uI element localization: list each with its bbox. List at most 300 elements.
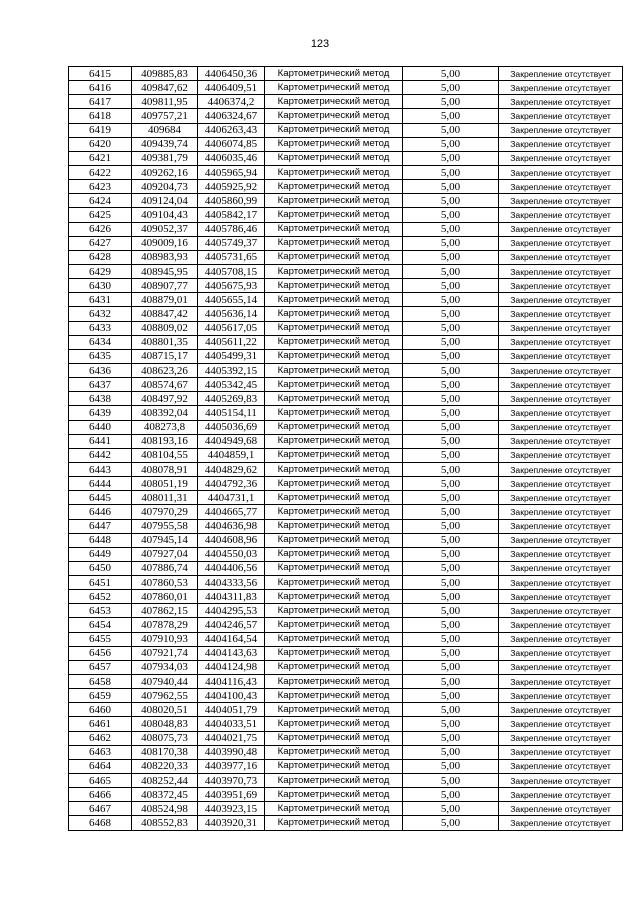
x-coordinate-cell: 408193,16: [132, 434, 198, 448]
method-cell: Картометрический метод: [265, 236, 403, 250]
method-cell: Картометрический метод: [265, 561, 403, 575]
method-cell: Картометрический метод: [265, 774, 403, 788]
x-coordinate-cell: 407878,29: [132, 618, 198, 632]
point-number-cell: 6447: [69, 519, 132, 533]
point-number-cell: 6432: [69, 307, 132, 321]
point-number-cell: 6461: [69, 717, 132, 731]
y-coordinate-cell: 4404636,98: [198, 519, 265, 533]
x-coordinate-cell: 408524,98: [132, 802, 198, 816]
x-coordinate-cell: 408801,35: [132, 335, 198, 349]
x-coordinate-cell: 408907,77: [132, 279, 198, 293]
fixation-cell: Закрепление отсутствует: [499, 703, 623, 717]
fixation-cell: Закрепление отсутствует: [499, 307, 623, 321]
accuracy-cell: 5,00: [403, 703, 499, 717]
accuracy-cell: 5,00: [403, 774, 499, 788]
fixation-cell: Закрепление отсутствует: [499, 590, 623, 604]
accuracy-cell: 5,00: [403, 95, 499, 109]
x-coordinate-cell: 408273,8: [132, 420, 198, 434]
fixation-cell: Закрепление отсутствует: [499, 759, 623, 773]
accuracy-cell: 5,00: [403, 236, 499, 250]
fixation-cell: Закрепление отсутствует: [499, 420, 623, 434]
table-row: [69, 477, 623, 491]
accuracy-cell: 5,00: [403, 632, 499, 646]
y-coordinate-cell: 4405154,11: [198, 406, 265, 420]
point-number-cell: 6455: [69, 632, 132, 646]
method-cell: Картометрический метод: [265, 505, 403, 519]
table-row: [69, 321, 623, 335]
x-coordinate-cell: 409204,73: [132, 180, 198, 194]
x-coordinate-cell: 408715,17: [132, 349, 198, 363]
method-cell: Картометрический метод: [265, 81, 403, 95]
x-coordinate-cell: 407860,53: [132, 576, 198, 590]
x-coordinate-cell: 407955,58: [132, 519, 198, 533]
point-number-cell: 6448: [69, 533, 132, 547]
y-coordinate-cell: 4404164,54: [198, 632, 265, 646]
method-cell: Картометрический метод: [265, 165, 403, 179]
accuracy-cell: 5,00: [403, 519, 499, 533]
y-coordinate-cell: 4404665,77: [198, 505, 265, 519]
y-coordinate-cell: 4405036,69: [198, 420, 265, 434]
fixation-cell: Закрепление отсутствует: [499, 448, 623, 462]
accuracy-cell: 5,00: [403, 788, 499, 802]
point-number-cell: 6449: [69, 547, 132, 561]
method-cell: Картометрический метод: [265, 250, 403, 264]
point-number-cell: 6464: [69, 759, 132, 773]
method-cell: Картометрический метод: [265, 689, 403, 703]
point-number-cell: 6441: [69, 434, 132, 448]
x-coordinate-cell: 408020,51: [132, 703, 198, 717]
table-row: [69, 448, 623, 462]
point-number-cell: 6465: [69, 774, 132, 788]
method-cell: Картометрический метод: [265, 816, 403, 830]
x-coordinate-cell: 408372,45: [132, 788, 198, 802]
x-coordinate-cell: 409052,37: [132, 222, 198, 236]
method-cell: Картометрический метод: [265, 448, 403, 462]
accuracy-cell: 5,00: [403, 307, 499, 321]
method-cell: Картометрический метод: [265, 788, 403, 802]
y-coordinate-cell: 4403970,73: [198, 774, 265, 788]
x-coordinate-cell: 409262,16: [132, 165, 198, 179]
table-row: [69, 519, 623, 533]
method-cell: Картометрический метод: [265, 406, 403, 420]
table-row: [69, 363, 623, 377]
fixation-cell: Закрепление отсутствует: [499, 378, 623, 392]
accuracy-cell: 5,00: [403, 802, 499, 816]
method-cell: Картометрический метод: [265, 307, 403, 321]
table-row: [69, 675, 623, 689]
table-row: [69, 561, 623, 575]
table-row: [69, 576, 623, 590]
table-row: [69, 788, 623, 802]
accuracy-cell: 5,00: [403, 547, 499, 561]
accuracy-cell: 5,00: [403, 180, 499, 194]
table-row: [69, 646, 623, 660]
fixation-cell: Закрепление отсутствует: [499, 547, 623, 561]
table-row: [69, 774, 623, 788]
method-cell: Картометрический метод: [265, 646, 403, 660]
accuracy-cell: 5,00: [403, 717, 499, 731]
y-coordinate-cell: 4406450,36: [198, 67, 265, 81]
fixation-cell: Закрепление отсутствует: [499, 95, 623, 109]
table-row: [69, 491, 623, 505]
table-row: [69, 618, 623, 632]
fixation-cell: Закрепление отсутствует: [499, 561, 623, 575]
y-coordinate-cell: 4404311,83: [198, 590, 265, 604]
y-coordinate-cell: 4404246,57: [198, 618, 265, 632]
x-coordinate-cell: 409684: [132, 123, 198, 137]
accuracy-cell: 5,00: [403, 349, 499, 363]
x-coordinate-cell: 409885,83: [132, 67, 198, 81]
x-coordinate-cell: 409009,16: [132, 236, 198, 250]
point-number-cell: 6440: [69, 420, 132, 434]
point-number-cell: 6420: [69, 137, 132, 151]
y-coordinate-cell: 4405499,31: [198, 349, 265, 363]
table-row: [69, 434, 623, 448]
y-coordinate-cell: 4403977,16: [198, 759, 265, 773]
y-coordinate-cell: 4405675,93: [198, 279, 265, 293]
table-row: [69, 222, 623, 236]
y-coordinate-cell: 4404608,96: [198, 533, 265, 547]
accuracy-cell: 5,00: [403, 675, 499, 689]
fixation-cell: Закрепление отсутствует: [499, 236, 623, 250]
point-number-cell: 6430: [69, 279, 132, 293]
accuracy-cell: 5,00: [403, 816, 499, 830]
y-coordinate-cell: 4404021,75: [198, 731, 265, 745]
point-number-cell: 6415: [69, 67, 132, 81]
accuracy-cell: 5,00: [403, 335, 499, 349]
table-row: [69, 123, 623, 137]
method-cell: Картометрический метод: [265, 67, 403, 81]
table-row: [69, 533, 623, 547]
fixation-cell: Закрепление отсутствует: [499, 462, 623, 476]
point-number-cell: 6442: [69, 448, 132, 462]
x-coordinate-cell: 407934,03: [132, 660, 198, 674]
method-cell: Картометрический метод: [265, 95, 403, 109]
fixation-cell: Закрепление отсутствует: [499, 109, 623, 123]
fixation-cell: Закрепление отсутствует: [499, 222, 623, 236]
y-coordinate-cell: 4403920,31: [198, 816, 265, 830]
x-coordinate-cell: 408983,93: [132, 250, 198, 264]
point-number-cell: 6416: [69, 81, 132, 95]
y-coordinate-cell: 4404550,03: [198, 547, 265, 561]
x-coordinate-cell: 408220,33: [132, 759, 198, 773]
x-coordinate-cell: 407940,44: [132, 675, 198, 689]
point-number-cell: 6466: [69, 788, 132, 802]
accuracy-cell: 5,00: [403, 731, 499, 745]
y-coordinate-cell: 4405342,45: [198, 378, 265, 392]
table-row: [69, 392, 623, 406]
y-coordinate-cell: 4404406,56: [198, 561, 265, 575]
point-number-cell: 6454: [69, 618, 132, 632]
accuracy-cell: 5,00: [403, 448, 499, 462]
table-row: [69, 590, 623, 604]
x-coordinate-cell: 408392,04: [132, 406, 198, 420]
point-number-cell: 6452: [69, 590, 132, 604]
x-coordinate-cell: 408011,31: [132, 491, 198, 505]
method-cell: Картометрический метод: [265, 703, 403, 717]
method-cell: Картометрический метод: [265, 279, 403, 293]
x-coordinate-cell: 407970,29: [132, 505, 198, 519]
fixation-cell: Закрепление отсутствует: [499, 646, 623, 660]
method-cell: Картометрический метод: [265, 477, 403, 491]
x-coordinate-cell: 409847,62: [132, 81, 198, 95]
fixation-cell: Закрепление отсутствует: [499, 293, 623, 307]
point-number-cell: 6456: [69, 646, 132, 660]
y-coordinate-cell: 4405269,83: [198, 392, 265, 406]
method-cell: Картометрический метод: [265, 618, 403, 632]
y-coordinate-cell: 4404124,98: [198, 660, 265, 674]
method-cell: Картометрический метод: [265, 717, 403, 731]
point-number-cell: 6444: [69, 477, 132, 491]
method-cell: Картометрический метод: [265, 632, 403, 646]
x-coordinate-cell: 408623,26: [132, 363, 198, 377]
method-cell: Картометрический метод: [265, 335, 403, 349]
accuracy-cell: 5,00: [403, 689, 499, 703]
table-row: [69, 236, 623, 250]
accuracy-cell: 5,00: [403, 363, 499, 377]
table-row: [69, 349, 623, 363]
method-cell: Картометрический метод: [265, 434, 403, 448]
x-coordinate-cell: 408048,83: [132, 717, 198, 731]
method-cell: Картометрический метод: [265, 293, 403, 307]
fixation-cell: Закрепление отсутствует: [499, 816, 623, 830]
point-number-cell: 6426: [69, 222, 132, 236]
y-coordinate-cell: 4406324,67: [198, 109, 265, 123]
method-cell: Картометрический метод: [265, 378, 403, 392]
x-coordinate-cell: 408075,73: [132, 731, 198, 745]
y-coordinate-cell: 4405636,14: [198, 307, 265, 321]
fixation-cell: Закрепление отсутствует: [499, 731, 623, 745]
accuracy-cell: 5,00: [403, 420, 499, 434]
fixation-cell: Закрепление отсутствует: [499, 406, 623, 420]
method-cell: Картометрический метод: [265, 519, 403, 533]
fixation-cell: Закрепление отсутствует: [499, 151, 623, 165]
point-number-cell: 6439: [69, 406, 132, 420]
method-cell: Картометрический метод: [265, 660, 403, 674]
table-row: [69, 717, 623, 731]
accuracy-cell: 5,00: [403, 264, 499, 278]
point-number-cell: 6446: [69, 505, 132, 519]
method-cell: Картометрический метод: [265, 576, 403, 590]
method-cell: Картометрический метод: [265, 420, 403, 434]
point-number-cell: 6418: [69, 109, 132, 123]
method-cell: Картометрический метод: [265, 109, 403, 123]
point-number-cell: 6428: [69, 250, 132, 264]
fixation-cell: Закрепление отсутствует: [499, 434, 623, 448]
accuracy-cell: 5,00: [403, 646, 499, 660]
point-number-cell: 6458: [69, 675, 132, 689]
table-row: [69, 95, 623, 109]
accuracy-cell: 5,00: [403, 434, 499, 448]
y-coordinate-cell: 4404792,36: [198, 477, 265, 491]
point-number-cell: 6436: [69, 363, 132, 377]
method-cell: Картометрический метод: [265, 349, 403, 363]
table-row: [69, 505, 623, 519]
fixation-cell: Закрепление отсутствует: [499, 505, 623, 519]
table-row: [69, 547, 623, 561]
accuracy-cell: 5,00: [403, 123, 499, 137]
point-number-cell: 6459: [69, 689, 132, 703]
x-coordinate-cell: 407945,14: [132, 533, 198, 547]
fixation-cell: Закрепление отсутствует: [499, 180, 623, 194]
x-coordinate-cell: 409381,79: [132, 151, 198, 165]
table-row: [69, 604, 623, 618]
x-coordinate-cell: 408847,42: [132, 307, 198, 321]
x-coordinate-cell: 408170,38: [132, 745, 198, 759]
accuracy-cell: 5,00: [403, 576, 499, 590]
accuracy-cell: 5,00: [403, 194, 499, 208]
x-coordinate-cell: 408252,44: [132, 774, 198, 788]
table-row: [69, 802, 623, 816]
fixation-cell: Закрепление отсутствует: [499, 392, 623, 406]
x-coordinate-cell: 407927,04: [132, 547, 198, 561]
accuracy-cell: 5,00: [403, 222, 499, 236]
y-coordinate-cell: 4404143,63: [198, 646, 265, 660]
y-coordinate-cell: 4404051,79: [198, 703, 265, 717]
point-number-cell: 6450: [69, 561, 132, 575]
accuracy-cell: 5,00: [403, 660, 499, 674]
method-cell: Картометрический метод: [265, 180, 403, 194]
y-coordinate-cell: 4406374,2: [198, 95, 265, 109]
accuracy-cell: 5,00: [403, 604, 499, 618]
point-number-cell: 6434: [69, 335, 132, 349]
accuracy-cell: 5,00: [403, 533, 499, 547]
fixation-cell: Закрепление отсутствует: [499, 349, 623, 363]
table-body: [69, 67, 623, 831]
x-coordinate-cell: 407921,74: [132, 646, 198, 660]
point-number-cell: 6427: [69, 236, 132, 250]
y-coordinate-cell: 4404295,53: [198, 604, 265, 618]
y-coordinate-cell: 4405786,46: [198, 222, 265, 236]
point-number-cell: 6437: [69, 378, 132, 392]
fixation-cell: Закрепление отсутствует: [499, 519, 623, 533]
fixation-cell: Закрепление отсутствует: [499, 491, 623, 505]
y-coordinate-cell: 4404859,1: [198, 448, 265, 462]
accuracy-cell: 5,00: [403, 279, 499, 293]
x-coordinate-cell: 407860,01: [132, 590, 198, 604]
method-cell: Картометрический метод: [265, 194, 403, 208]
accuracy-cell: 5,00: [403, 505, 499, 519]
y-coordinate-cell: 4405749,37: [198, 236, 265, 250]
point-number-cell: 6421: [69, 151, 132, 165]
point-number-cell: 6453: [69, 604, 132, 618]
method-cell: Картометрический метод: [265, 759, 403, 773]
fixation-cell: Закрепление отсутствует: [499, 689, 623, 703]
x-coordinate-cell: 408497,92: [132, 392, 198, 406]
table-row: [69, 264, 623, 278]
table-row: [69, 293, 623, 307]
fixation-cell: Закрепление отсутствует: [499, 774, 623, 788]
method-cell: Картометрический метод: [265, 547, 403, 561]
fixation-cell: Закрепление отсутствует: [499, 788, 623, 802]
accuracy-cell: 5,00: [403, 618, 499, 632]
point-number-cell: 6462: [69, 731, 132, 745]
y-coordinate-cell: 4406074,85: [198, 137, 265, 151]
coordinates-table: [68, 66, 623, 831]
accuracy-cell: 5,00: [403, 67, 499, 81]
fixation-cell: Закрепление отсутствует: [499, 250, 623, 264]
table-row: [69, 279, 623, 293]
point-number-cell: 6463: [69, 745, 132, 759]
table-row: [69, 208, 623, 222]
accuracy-cell: 5,00: [403, 208, 499, 222]
fixation-cell: Закрепление отсутствует: [499, 632, 623, 646]
x-coordinate-cell: 408879,01: [132, 293, 198, 307]
table-row: [69, 137, 623, 151]
method-cell: Картометрический метод: [265, 264, 403, 278]
table-row: [69, 406, 623, 420]
method-cell: Картометрический метод: [265, 363, 403, 377]
y-coordinate-cell: 4404829,62: [198, 462, 265, 476]
accuracy-cell: 5,00: [403, 109, 499, 123]
table-row: [69, 165, 623, 179]
point-number-cell: 6443: [69, 462, 132, 476]
accuracy-cell: 5,00: [403, 378, 499, 392]
table-row: [69, 151, 623, 165]
accuracy-cell: 5,00: [403, 250, 499, 264]
fixation-cell: Закрепление отсутствует: [499, 533, 623, 547]
y-coordinate-cell: 4405611,22: [198, 335, 265, 349]
table-row: [69, 462, 623, 476]
y-coordinate-cell: 4403951,69: [198, 788, 265, 802]
table-row: [69, 759, 623, 773]
x-coordinate-cell: 408809,02: [132, 321, 198, 335]
fixation-cell: Закрепление отсутствует: [499, 477, 623, 491]
fixation-cell: Закрепление отсутствует: [499, 335, 623, 349]
method-cell: Картометрический метод: [265, 137, 403, 151]
table-row: [69, 632, 623, 646]
fixation-cell: Закрепление отсутствует: [499, 81, 623, 95]
method-cell: Картометрический метод: [265, 731, 403, 745]
accuracy-cell: 5,00: [403, 81, 499, 95]
fixation-cell: Закрепление отсутствует: [499, 279, 623, 293]
y-coordinate-cell: 4404333,56: [198, 576, 265, 590]
y-coordinate-cell: 4405731,65: [198, 250, 265, 264]
x-coordinate-cell: 408051,19: [132, 477, 198, 491]
accuracy-cell: 5,00: [403, 406, 499, 420]
fixation-cell: Закрепление отсутствует: [499, 802, 623, 816]
accuracy-cell: 5,00: [403, 321, 499, 335]
accuracy-cell: 5,00: [403, 590, 499, 604]
accuracy-cell: 5,00: [403, 137, 499, 151]
point-number-cell: 6424: [69, 194, 132, 208]
point-number-cell: 6433: [69, 321, 132, 335]
y-coordinate-cell: 4405965,94: [198, 165, 265, 179]
y-coordinate-cell: 4405860,99: [198, 194, 265, 208]
table-row: [69, 109, 623, 123]
method-cell: Картометрический метод: [265, 802, 403, 816]
method-cell: Картометрический метод: [265, 491, 403, 505]
table-row: [69, 745, 623, 759]
accuracy-cell: 5,00: [403, 745, 499, 759]
x-coordinate-cell: 408945,95: [132, 264, 198, 278]
table-row: [69, 180, 623, 194]
fixation-cell: Закрепление отсутствует: [499, 576, 623, 590]
method-cell: Картометрический метод: [265, 533, 403, 547]
point-number-cell: 6431: [69, 293, 132, 307]
point-number-cell: 6445: [69, 491, 132, 505]
x-coordinate-cell: 409104,43: [132, 208, 198, 222]
point-number-cell: 6438: [69, 392, 132, 406]
table-row: [69, 67, 623, 81]
fixation-cell: Закрепление отсутствует: [499, 208, 623, 222]
y-coordinate-cell: 4405708,15: [198, 264, 265, 278]
x-coordinate-cell: 407862,15: [132, 604, 198, 618]
table-row: [69, 81, 623, 95]
x-coordinate-cell: 407910,93: [132, 632, 198, 646]
fixation-cell: Закрепление отсутствует: [499, 618, 623, 632]
method-cell: Картометрический метод: [265, 604, 403, 618]
